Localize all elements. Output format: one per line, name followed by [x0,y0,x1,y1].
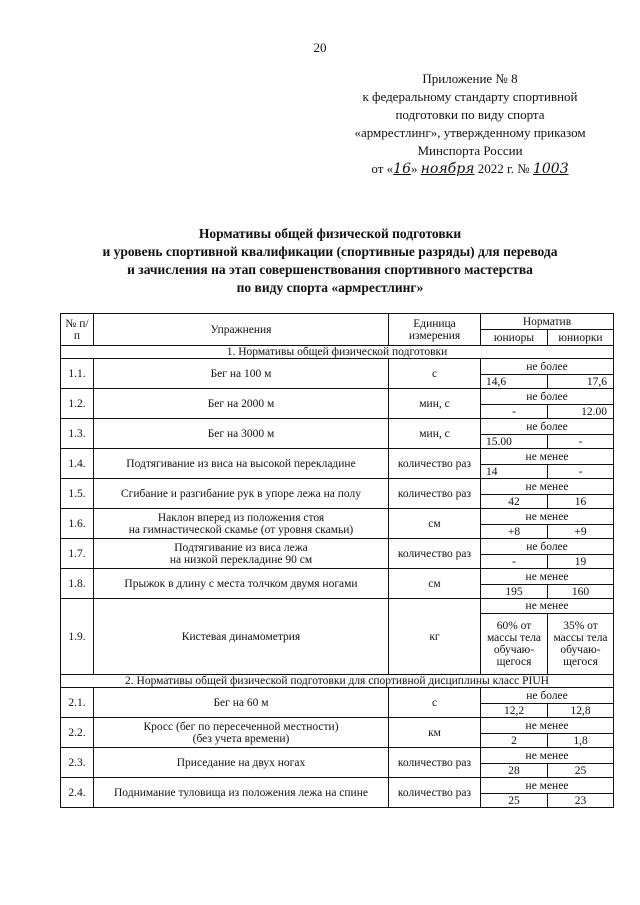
row-unit: мин, с [389,389,481,419]
row-condition: не более [481,688,614,704]
table-row [61,419,614,435]
row-unit: см [389,569,481,599]
date-mid: » [410,161,421,176]
table-row [61,359,614,375]
exercise-line: Кросс (бег по пересеченной местности) [143,720,339,733]
value-juniors-m: 42 [481,495,548,509]
value-juniors-m: 15.00 [481,435,548,449]
row-num: 2.2. [61,718,94,748]
value-juniors-f: 25 [548,764,614,778]
value-juniors-f: 17,6 [548,375,614,389]
row-num: 1.9. [61,599,94,675]
value-juniors-f: 23 [548,794,614,808]
value-juniors-m: 60% от массы тела обучаю-щегося [481,614,548,675]
exercise-line: на низкой перекладине 90 см [169,553,313,566]
row-condition: не более [481,419,614,435]
value-juniors-m: 28 [481,764,548,778]
date-month: ноября [420,161,475,177]
header-norm: Норматив [481,314,614,330]
table-row [61,748,614,764]
row-num: 1.5. [61,479,94,509]
row-condition: не более [481,389,614,405]
value-juniors-m: 14 [481,465,548,479]
appendix-line: подготовки по виду спорта [395,107,545,122]
document-title [50,225,610,297]
title-line: и уровень спортивной квалификации (спортивные разряды) для перевода [102,244,558,259]
row-exercise [94,509,389,539]
exercise-line: Наклон вперед из положения стоя [157,511,325,524]
value-juniors-f: 12,8 [548,704,614,718]
section-1-title: 1. Нормативы общей физической подготовки [61,346,614,359]
header-juniors-f: юниорки [548,330,614,346]
row-unit: мин, с [389,419,481,449]
row-unit: количество раз [389,748,481,778]
row-num: 2.4. [61,778,94,808]
appendix-date-line [320,160,620,178]
title-line: и зачисления на этап совершенствования спортивного мастерства [127,262,533,277]
header-juniors-m: юниоры [481,330,548,346]
section-row [61,346,614,359]
value-juniors-m: +8 [481,525,548,539]
row-unit: с [389,688,481,718]
row-condition: не более [481,359,614,375]
row-exercise: Прыжок в длину с места толчком двумя ногами [94,569,389,599]
value-juniors-m: 195 [481,585,548,599]
table-row [61,479,614,495]
value-juniors-m: 14,6 [481,375,548,389]
row-exercise: Поднимание туловища из положения лежа на спине [94,778,389,808]
title-line: Нормативы общей физической подготовки [198,226,462,241]
exercise-line: на гимнастической скамье (от уровня скамьи) [128,523,354,536]
appendix-line: к федеральному стандарту спортивной [362,89,578,104]
appendix-block [320,70,620,178]
title-line: по виду спорта «армрестлинг» [236,280,424,295]
date-day: 16 [393,161,411,177]
table-row [61,449,614,465]
appendix-line: Приложение № 8 [422,71,518,86]
row-exercise: Бег на 3000 м [94,419,389,449]
table-row [61,778,614,794]
row-exercise: Бег на 100 м [94,359,389,389]
row-condition: не менее [481,748,614,764]
section-row [61,675,614,688]
value-juniors-m: 12,2 [481,704,548,718]
row-unit: кг [389,599,481,675]
row-unit: с [389,359,481,389]
row-condition: не менее [481,509,614,525]
value-juniors-m: 25 [481,794,548,808]
header-row [61,314,614,330]
row-num: 1.2. [61,389,94,419]
header-unit: Единица измерения [389,314,481,346]
row-exercise: Подтягивание из виса на высокой перекладине [94,449,389,479]
row-unit: количество раз [389,539,481,569]
row-condition: не менее [481,718,614,734]
norms-table [60,313,614,808]
table-row [61,688,614,704]
value-juniors-m: - [481,405,548,419]
value-juniors-f: 35% от массы тела обучаю-щегося [548,614,614,675]
row-exercise [94,539,389,569]
row-num: 1.8. [61,569,94,599]
row-condition: не менее [481,569,614,585]
header-exercise: Упражнения [94,314,389,346]
row-unit: количество раз [389,778,481,808]
table-row [61,389,614,405]
row-condition: не более [481,539,614,555]
value-juniors-f: 1,8 [548,734,614,748]
row-num: 1.7. [61,539,94,569]
row-num: 1.1. [61,359,94,389]
value-juniors-f: 19 [548,555,614,569]
table-row [61,569,614,585]
row-exercise: Приседание на двух ногах [94,748,389,778]
row-condition: не менее [481,778,614,794]
table-row [61,509,614,525]
exercise-line: (без учета времени) [192,732,290,745]
row-unit: количество раз [389,479,481,509]
value-juniors-m: 2 [481,734,548,748]
row-exercise: Бег на 60 м [94,688,389,718]
header-num: № п/п [61,314,94,346]
row-condition: не менее [481,479,614,495]
row-condition: не менее [481,599,614,614]
row-num: 2.1. [61,688,94,718]
value-juniors-f: 12.00 [548,405,614,419]
table-row [61,718,614,734]
row-unit: км [389,718,481,748]
row-exercise [94,718,389,748]
row-exercise: Кистевая динамометрия [94,599,389,675]
appendix-line: «армрестлинг», утвержденному приказом [354,125,586,140]
section-2-title: 2. Нормативы общей физической подготовки для спортивной дисциплины класс PIUH [61,675,614,688]
exercise-line: Подтягивание из виса лежа [174,541,308,554]
page-number: 20 [313,40,327,55]
row-exercise: Бег на 2000 м [94,389,389,419]
row-num: 1.3. [61,419,94,449]
value-juniors-f: 160 [548,585,614,599]
value-juniors-f: - [548,465,614,479]
row-num: 1.4. [61,449,94,479]
appendix-line: Минспорта России [417,143,523,158]
row-exercise: Сгибание и разгибание рук в упоре лежа на полу [94,479,389,509]
row-unit: количество раз [389,449,481,479]
table-row [61,539,614,555]
value-juniors-f: - [548,435,614,449]
value-juniors-f: 16 [548,495,614,509]
row-num: 2.3. [61,748,94,778]
value-juniors-m: - [481,555,548,569]
date-year: 2022 г. № [474,161,533,176]
row-unit: см [389,509,481,539]
row-condition: не менее [481,449,614,465]
row-num: 1.6. [61,509,94,539]
value-juniors-f: +9 [548,525,614,539]
order-number: 1003 [532,161,569,177]
date-prefix: от « [371,161,394,176]
table-row [61,599,614,614]
